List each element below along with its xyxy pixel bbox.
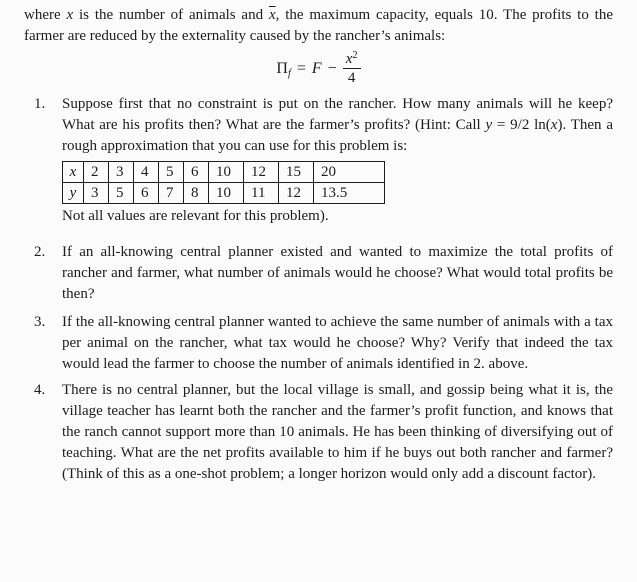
problem-number-4: 4. bbox=[34, 382, 46, 398]
problem-text-2: If an all-knowing central planner existed and wanted to maximize the total profits of rancher and farmer, what number of animals would he choose? What would total profits be then? bbox=[62, 244, 613, 302]
table-cell-x2: 3 bbox=[109, 162, 134, 183]
problem-item-3 bbox=[24, 312, 613, 375]
table-cell-x1: 2 bbox=[84, 162, 109, 183]
exponent: 2 bbox=[352, 49, 358, 61]
table-cell-y4: 7 bbox=[159, 183, 184, 204]
table-cell-x6: 10 bbox=[209, 162, 244, 183]
problem-item-1 bbox=[24, 94, 613, 227]
table-cell-y6: 10 bbox=[209, 183, 244, 204]
intro-paragraph: where x is the number of animals and $\overline{x}$, the maximum capacity, equals 10. The profits to the farmer are reduced by the externality caused by the rancher’s animals: bbox=[24, 7, 613, 44]
approximation-table bbox=[62, 161, 385, 204]
formula-fraction bbox=[343, 51, 361, 86]
table-cell-y1: 3 bbox=[84, 183, 109, 204]
pi-subscript: f bbox=[287, 67, 291, 79]
problem-item-2 bbox=[24, 242, 613, 305]
problem-item-4 bbox=[24, 380, 613, 485]
table-cell-x4: 5 bbox=[159, 162, 184, 183]
table-cell-x8: 15 bbox=[279, 162, 314, 183]
table-cell-y9: 13.5 bbox=[314, 183, 385, 204]
formula-F-term: F bbox=[311, 59, 322, 77]
table-cell-y2: 5 bbox=[109, 183, 134, 204]
problem-text-4: There is no central planner, but the local village is small, and gossip being what it is, the village teacher has learnt both the rancher and the farmer’s profit function, and knows that the ranch cannot support more than 10 animals. He has been thinking of diversifying out of teaching. What are the net profits available to him if he buys out both rancher and farmer? (Think of this as a one-shot problem; a longer horizon would only add a discount factor). bbox=[62, 382, 613, 482]
minus-sign: − bbox=[327, 59, 337, 77]
fraction-numerator: $x^2$ bbox=[343, 51, 361, 69]
problem-text-3: If the all-knowing central planner wanted to achieve the same number of animals with a tax per animal on the rancher, what tax would he choose? Why? Verify that indeed the tax would lead the farmer to choose the number of animals identified in 2. above. bbox=[62, 314, 613, 372]
problem-number-3: 3. bbox=[34, 314, 46, 330]
problem-number-2: 2. bbox=[34, 244, 46, 260]
table-cell-x9: 20 bbox=[314, 162, 385, 183]
table-row-y bbox=[63, 183, 385, 204]
table-cell-y3: 6 bbox=[134, 183, 159, 204]
problem-1-note: Not all values are relevant for this problem). bbox=[62, 208, 329, 224]
table-cell-x3: 4 bbox=[134, 162, 159, 183]
table-cell-y8: 12 bbox=[279, 183, 314, 204]
row-label-x: x bbox=[63, 162, 84, 183]
table-cell-y7: 11 bbox=[244, 183, 279, 204]
table-cell-x7: 12 bbox=[244, 162, 279, 183]
pi-symbol: Π bbox=[276, 59, 288, 77]
table-row-x bbox=[63, 162, 385, 183]
row-label-y: y bbox=[63, 183, 84, 204]
farmer-profit-formula bbox=[24, 49, 613, 87]
fraction-denominator: 4 bbox=[347, 69, 356, 86]
table-cell-x5: 6 bbox=[184, 162, 209, 183]
problem-text-1: Suppose first that no constraint is put on the rancher. How many animals will he keep? What are his profits then? What are the farmer’s profits? (Hint: Call y = 9/2 ln(x). Then a rough approximation that you can use for this problem is: bbox=[62, 96, 613, 154]
table-cell-y5: 8 bbox=[184, 183, 209, 204]
equals-sign: = bbox=[296, 59, 306, 77]
problem-number-1: 1. bbox=[34, 96, 46, 112]
formula-lhs bbox=[276, 58, 290, 79]
